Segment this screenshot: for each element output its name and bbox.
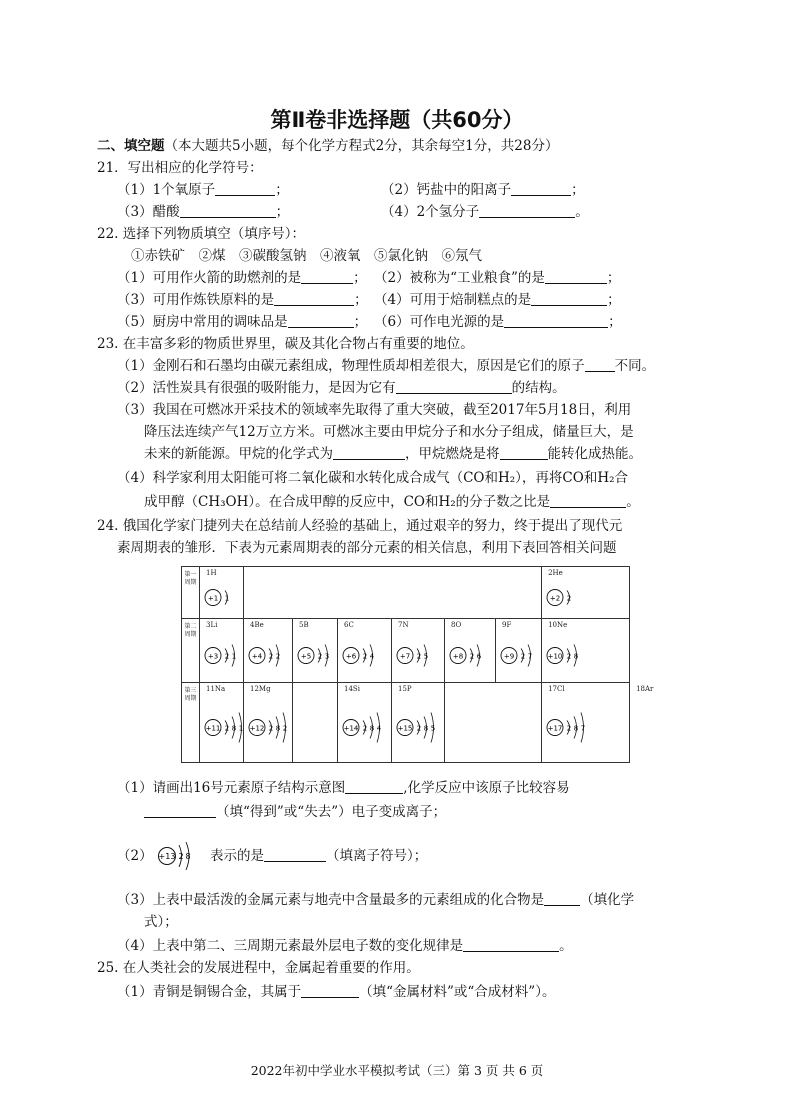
q24-part4 — [117, 936, 573, 956]
shell-count: 2 — [268, 652, 274, 661]
q24-part1 — [117, 778, 570, 798]
shell-count: 1 — [224, 594, 230, 603]
q23-p1-blank — [585, 357, 615, 372]
row-head-1-text: 第一周期 — [184, 571, 197, 586]
nucleus-charge: +1 — [207, 594, 219, 603]
nucleus-charge: +2 — [549, 594, 561, 603]
element-cell — [293, 619, 338, 683]
q24-p1-blank2 — [144, 803, 216, 818]
q24-p2-end: （填离子符号）； — [326, 848, 428, 864]
shell-count: 8 — [231, 724, 237, 733]
q21-p2-semi: ； — [571, 182, 585, 198]
element-symbol: 3Li — [206, 621, 218, 629]
q25-stem: 25. 在人类社会的发展进程中，金属起着重要的作用。 — [97, 960, 420, 976]
q22-p1-blank — [301, 269, 353, 284]
q21-p3-text: （3）醋酸 — [117, 204, 180, 220]
q22-p6-semi: ； — [608, 314, 622, 330]
q21-p4-end: 。 — [575, 204, 589, 220]
shell-count: 8 — [185, 852, 191, 861]
q24-p3-mid: （填化学 — [580, 892, 635, 908]
element-symbol: 17Cl — [548, 685, 565, 693]
shell-count: 2 — [566, 652, 572, 661]
nucleus-charge: +10 — [547, 652, 563, 661]
element-cell — [200, 567, 244, 619]
row-head-2-text: 第二周期 — [184, 623, 197, 638]
section-heading — [97, 136, 558, 156]
q21-p3-semi: ； — [275, 204, 290, 220]
row-head-3-text: 第三周期 — [184, 687, 197, 702]
shell-count: 7 — [580, 724, 586, 733]
row-head-3 — [182, 683, 200, 763]
nucleus-charge: +3 — [207, 652, 219, 661]
q24-part3 — [117, 890, 634, 910]
atom-structure-diagram — [244, 619, 292, 682]
atom-structure-diagram — [392, 619, 444, 682]
q23-p3-blank2 — [500, 445, 548, 460]
q24-p4-end: 。 — [559, 938, 573, 954]
q22-part4 — [374, 290, 621, 310]
element-cell — [200, 619, 244, 683]
shell-count: 2 — [178, 852, 184, 861]
q22-options: ①赤铁矿 ②煤 ③碳酸氢钠 ④液氧 ⑤氯化钠 ⑥氖气 — [131, 248, 482, 264]
nucleus-charge: +17 — [547, 724, 563, 733]
shell-count: 8 — [573, 724, 579, 733]
element-symbol: 7N — [398, 621, 409, 629]
shell-count: 8 — [423, 724, 429, 733]
q22-p5-blank — [288, 313, 354, 328]
q24-p2-blank — [264, 847, 326, 862]
shell-count: 1 — [238, 724, 243, 733]
q24-p1-text: （1）请画出16号元素原子结构示意图 — [117, 780, 346, 796]
element-cell — [542, 619, 630, 683]
q24-part1-line2 — [144, 802, 446, 822]
shell-count: 2 — [362, 724, 368, 733]
atom-structure-diagram — [200, 683, 243, 762]
nucleus-charge: +7 — [399, 652, 411, 661]
q22-p6-blank — [504, 313, 608, 328]
q24-stem-line2: 素周期表的雏形．下表为元素周期表的部分元素的相关信息，利用下表回答相关问题 — [117, 540, 617, 556]
q23-p4-end: 。 — [626, 494, 640, 510]
atom-structure-diagram — [338, 683, 391, 762]
q22-p2-semi: ； — [606, 270, 621, 286]
page-footer: 2022年初中学业水平模拟考试（三）第 3 页 共 6 页 — [250, 1063, 544, 1078]
q24-part2-label: （2） — [117, 848, 153, 864]
shell-count: 4 — [369, 652, 375, 661]
nucleus-charge: +5 — [300, 652, 312, 661]
q23-p3-mid: ，甲烷燃烧是将 — [405, 446, 500, 462]
q23-p1-text: （1）金刚石和石墨均由碳元素组成，物理性质却相差很大，原因是它们的原子 — [117, 358, 585, 374]
q21-p2-text: （2）钙盐中的阳离子 — [381, 182, 512, 198]
q22-p4-blank — [531, 291, 607, 306]
shell-count: 1 — [231, 652, 237, 661]
q21-p4-blank — [479, 203, 575, 218]
row-head-1 — [182, 567, 200, 619]
empty-cell — [244, 567, 542, 619]
q24-p3-blank — [544, 891, 580, 906]
q21-part2 — [381, 180, 585, 200]
q22-p4-semi: ； — [607, 292, 621, 308]
q21-part4 — [381, 202, 589, 222]
shell-count: 2 — [566, 724, 572, 733]
row-head-2 — [182, 619, 200, 683]
empty-cell — [293, 683, 338, 763]
shell-count: 8 — [573, 652, 579, 661]
q23-part1 — [117, 356, 655, 376]
q24-p4-text: （4）上表中第二、三周期元素最外层电子数的变化规律是 — [117, 938, 464, 954]
nucleus-charge: +4 — [251, 652, 263, 661]
q22-part6 — [374, 312, 622, 332]
q21-part1 — [117, 180, 289, 200]
q23-part2 — [117, 378, 566, 398]
q23-p4-blank — [550, 493, 626, 508]
shell-count: 6 — [476, 652, 482, 661]
atom-structure-diagram — [293, 619, 337, 682]
element-cell — [542, 567, 630, 619]
q24-p1-mid: ,化学反应中该原子比较容易 — [403, 780, 570, 796]
nucleus-charge: +8 — [452, 652, 464, 661]
q22-p3-semi: ； — [354, 292, 368, 308]
q22-p2-blank — [545, 269, 607, 284]
shell-count: 8 — [369, 724, 375, 733]
q22-part3 — [117, 290, 368, 310]
element-cell — [496, 619, 542, 683]
atom-structure-diagram — [445, 619, 495, 682]
q24-p1-end: （填“得到”或“失去”）电子变成离子； — [216, 804, 447, 820]
ion-structure-diagram — [156, 836, 200, 876]
q23-p2-blank — [396, 379, 512, 394]
atom-structure-diagram — [542, 683, 629, 762]
element-symbol: 11Na — [206, 685, 226, 693]
shell-count: 2 — [416, 724, 422, 733]
empty-cell — [445, 683, 542, 763]
element-symbol: 1H — [206, 569, 217, 577]
element-symbol: 12Mg — [250, 685, 271, 693]
q21-p1-blank — [215, 181, 275, 196]
q22-p3-blank — [274, 291, 354, 306]
element-cell — [200, 683, 244, 763]
section-note: （本大题共5小题，每个化学方程式2分，其余每空1分，共28分） — [164, 138, 559, 154]
shell-count: 2 — [566, 594, 572, 603]
shell-count: 2 — [469, 652, 475, 661]
shell-count: 3 — [324, 652, 330, 661]
element-symbol: 18Ar — [636, 685, 654, 693]
shell-count: 4 — [376, 724, 382, 733]
q22-p2-text: （2）被称为“工业粮食”的是 — [374, 270, 545, 286]
atom-structure-diagram — [200, 619, 243, 682]
q24-p4-blank — [463, 937, 559, 952]
q21-p1-semi: ； — [275, 182, 289, 198]
q21-p4-text: （4）2个氢分子 — [381, 204, 480, 220]
element-symbol: 2He — [548, 569, 563, 577]
element-symbol: 10Ne — [548, 621, 568, 629]
q23-stem: 23. 在丰富多彩的物质世界里，碳及其化合物占有重要的地位。 — [97, 336, 474, 352]
q24-part3-line2: 式）； — [144, 914, 178, 930]
q23-part3-line2: 降压法连续产气12万立方米。可燃冰主要由甲烷分子和水分子组成，储量巨大，是 — [144, 424, 634, 440]
q22-part5 — [117, 312, 367, 332]
shell-count: 2 — [416, 652, 422, 661]
shell-count: 2 — [282, 724, 288, 733]
element-cell — [392, 683, 445, 763]
section-head: 二、填空题 — [97, 138, 165, 154]
shell-count: 2 — [362, 652, 368, 661]
q25-p1-text: （1）青铜是铜锡合金，其属于 — [117, 984, 302, 1000]
atom-structure-diagram — [542, 567, 629, 618]
q23-p2-text: （2）活性炭具有很强的吸附能力，是因为它有 — [117, 380, 396, 396]
element-symbol: 14Si — [344, 685, 360, 693]
element-symbol: 15P — [398, 685, 412, 693]
q22-part1 — [117, 268, 367, 288]
shell-count: 2 — [224, 652, 230, 661]
q21-stem: 21．写出相应的化学符号： — [97, 160, 263, 176]
q24-stem-line1: 24. 俄国化学家门捷列夫在总结前人经验的基础上，通过艰辛的努力，终于提出了现代元 — [97, 518, 623, 534]
q24-p2-text: 表示的是 — [210, 848, 264, 864]
atom-structure-diagram — [542, 619, 629, 682]
q23-p4-text: 成甲醇（CH₃OH）。在合成甲醇的反应中，CO和H₂的分子数之比是 — [144, 494, 551, 510]
shell-count: 2 — [224, 724, 230, 733]
period-row-1 — [182, 567, 630, 619]
q23-p1-end: 不同。 — [614, 358, 656, 374]
element-cell — [392, 619, 445, 683]
q22-stem: 22. 选择下列物质填空（填序号）： — [97, 226, 306, 242]
element-symbol: 8O — [451, 621, 462, 629]
shell-count: 2 — [268, 724, 274, 733]
atom-structure-diagram — [496, 619, 541, 682]
element-cell — [445, 619, 496, 683]
element-cell — [244, 683, 293, 763]
q22-p6-text: （6）可作电光源的是 — [374, 314, 505, 330]
q24-part2 — [210, 846, 427, 866]
q22-p5-semi: ； — [353, 314, 368, 330]
q22-p4-text: （4）可用于焙制糕点的是 — [374, 292, 532, 308]
q22-p3-text: （3）可用作炼铁原料的是 — [117, 292, 275, 308]
nucleus-charge: +14 — [343, 724, 359, 733]
element-symbol: 9F — [502, 621, 512, 629]
element-cell — [244, 619, 293, 683]
shell-count: 7 — [527, 652, 533, 661]
atom-structure-diagram — [392, 683, 444, 762]
q21-p1-text: （1）1个氧原子 — [117, 182, 216, 198]
element-symbol: 5B — [299, 621, 309, 629]
page-title: 第Ⅱ卷非选择题（共60分） — [270, 108, 524, 132]
q23-part4-line1: （4）科学家利用太阳能可将二氧化碳和水转化成合成气（CO和H₂），再将CO和H₂合 — [117, 470, 629, 486]
nucleus-charge: +13 — [158, 852, 176, 861]
q23-part4-line2 — [144, 492, 640, 512]
q22-p5-text: （5）厨房中常用的调味品是 — [117, 314, 288, 330]
q23-p3-blank1 — [333, 445, 405, 460]
nucleus-charge: +11 — [205, 724, 221, 733]
q25-p1-end: （填“金属材料”或“合成材料”）。 — [359, 984, 556, 1000]
q23-part3-line3 — [144, 444, 642, 464]
shell-count: 2 — [275, 652, 281, 661]
period-row-3 — [182, 683, 630, 763]
shell-count: 5 — [423, 652, 429, 661]
nucleus-charge: +6 — [345, 652, 357, 661]
nucleus-charge: +12 — [249, 724, 265, 733]
q21-p2-blank — [511, 181, 571, 196]
nucleus-charge: +15 — [397, 724, 413, 733]
nucleus-charge: +9 — [503, 652, 515, 661]
q22-p1-text: （1）可用作火箭的助燃剂的是 — [117, 270, 302, 286]
shell-count: 8 — [275, 724, 281, 733]
atom-structure-diagram — [338, 619, 391, 682]
shell-count: 2 — [520, 652, 526, 661]
q24-p3-text: （3）上表中最活泼的金属元素与地壳中含量最多的元素组成的化合物是 — [117, 892, 545, 908]
shell-count: 5 — [430, 724, 436, 733]
q23-p3-end: 能转化成热能。 — [547, 446, 642, 462]
atom-structure-diagram — [200, 567, 243, 618]
q21-part3 — [117, 202, 289, 222]
q23-p3-text: 未来的新能源。甲烷的化学式为 — [144, 446, 333, 462]
element-symbol: 6C — [344, 621, 354, 629]
q25-p1-blank — [301, 983, 359, 998]
element-symbol: 4Be — [250, 621, 264, 629]
periodic-table — [181, 566, 654, 763]
period-row-2 — [182, 619, 630, 683]
element-cell — [542, 683, 630, 763]
q22-p1-semi: ； — [353, 270, 367, 286]
element-cell — [338, 683, 392, 763]
q24-p1-blank1 — [345, 779, 403, 794]
shell-count: 2 — [317, 652, 323, 661]
atom-structure-diagram — [244, 683, 292, 762]
q21-p3-blank — [180, 203, 276, 218]
q23-p2-end: 的结构。 — [511, 380, 566, 396]
q25-part1 — [117, 982, 555, 1002]
element-cell — [338, 619, 392, 683]
q22-part2 — [374, 268, 620, 288]
q23-part3-line1: （3）我国在可燃冰开采技术的领域率先取得了重大突破，截至2017年5月18日，利用 — [117, 402, 632, 418]
